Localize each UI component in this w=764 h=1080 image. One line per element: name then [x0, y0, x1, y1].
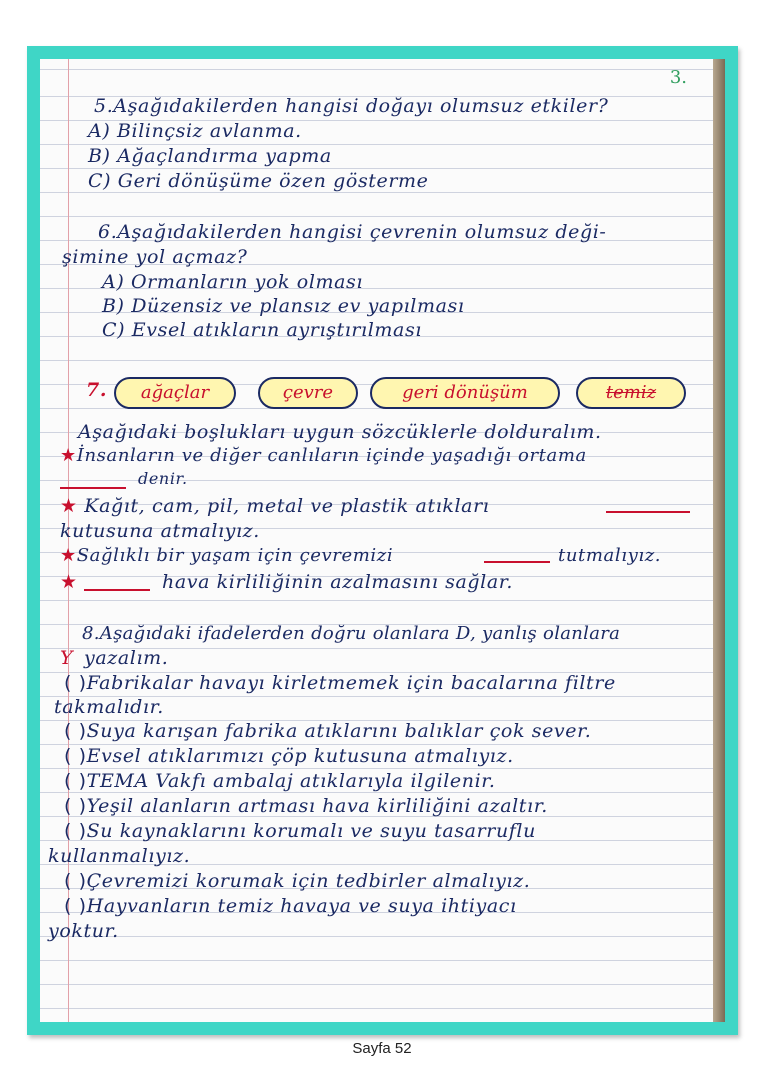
q6-option-c: C) Evsel atıkların ayrıştırılması	[102, 319, 422, 341]
q8-item-6-text: Su kaynaklarını korumalı ve suyu tasarruflu	[86, 820, 536, 842]
star-icon: ★	[60, 495, 78, 517]
word-box-label: geri dönüşüm	[402, 382, 528, 403]
q8-item-4	[64, 770, 496, 792]
answer-parentheses: ( )	[64, 672, 87, 694]
star-icon: ★	[60, 545, 77, 566]
word-box-label: çevre	[282, 382, 334, 403]
q8-item-8-text: Hayvanların temiz havaya ve suya ihtiyacı	[86, 895, 517, 917]
q8-item-3-text: Evsel atıklarımızı çöp kutusuna atmalıyız.	[86, 745, 514, 767]
q8-item-6	[64, 820, 536, 842]
q8-item-8	[64, 895, 517, 917]
notebook-page	[40, 59, 725, 1022]
q8-item-1	[64, 672, 616, 694]
star-icon: ★	[60, 571, 78, 593]
q8-title-y: Y	[60, 647, 74, 669]
q8-item-7-text: Çevremizi korumak için tedbirler almalıyız.	[86, 870, 531, 892]
q5-option-c: C) Geri dönüşüme özen gösterme	[88, 170, 429, 192]
word-box-geri-donusum	[370, 377, 560, 409]
q5-option-a: A) Bilinçsiz avlanma.	[88, 120, 302, 142]
answer-parentheses: ( )	[64, 720, 87, 742]
q7-line6: hava kirliliğinin azalmasını sağlar.	[162, 571, 514, 593]
q8-item-2	[64, 720, 591, 742]
page-footer: Sayfa 52	[352, 1040, 412, 1057]
q8-title-line2: yazalım.	[84, 647, 169, 669]
q7-line5	[60, 545, 393, 566]
q8-item-2-text: Suya karışan fabrika atıklarını balıklar çok sever.	[86, 720, 592, 742]
q8-item-3	[64, 745, 514, 767]
q7-line5b: tutmalıyız.	[558, 545, 662, 566]
q7-line1	[60, 445, 587, 466]
q8-item-5-text: Yeşil alanların artması hava kirliliğini azaltır.	[86, 795, 548, 817]
q7-line3-text: Kağıt, cam, pil, metal ve plastik atıkları	[84, 495, 490, 517]
q6-title-line1: 6.Aşağıdakilerden hangisi çevrenin olumsuz deği-	[98, 221, 607, 243]
q6-title-line2: şimine yol açmaz?	[62, 246, 248, 268]
word-box-label: ağaçlar	[140, 382, 210, 403]
q5-option-b: B) Ağaçlandırma yapma	[88, 145, 332, 167]
word-box-temiz	[576, 377, 686, 409]
answer-blank	[84, 589, 150, 591]
answer-parentheses: ( )	[64, 820, 87, 842]
q8-item-5	[64, 795, 548, 817]
q6-option-a: A) Ormanların yok olması	[102, 271, 364, 293]
word-box-agaclar	[114, 377, 236, 409]
q7-line3	[60, 495, 489, 517]
star-icon: ★	[60, 445, 77, 466]
q6-option-b: B) Düzensiz ve plansız ev yapılması	[102, 295, 465, 317]
q7-line4: kutusuna atmalıyız.	[60, 520, 260, 542]
answer-parentheses: ( )	[64, 795, 87, 817]
q5-title: 5.Aşağıdakilerden hangisi doğayı olumsuz etkiler?	[94, 95, 609, 117]
word-box-cevre	[258, 377, 358, 409]
answer-parentheses: ( )	[64, 895, 87, 917]
q8-item-1-text: Fabrikalar havayı kirletmemek için bacalarına filtre	[86, 672, 616, 694]
q7-line1-text: İnsanların ve diğer canlıların içinde yaşadığı ortama	[76, 445, 587, 466]
page-edge	[713, 59, 725, 1022]
q8-item-6-cont: kullanmalıyız.	[48, 845, 191, 867]
q7-instruction: Aşağıdaki boşlukları uygun sözcüklerle dolduralım.	[78, 421, 602, 443]
teal-frame	[27, 46, 738, 1035]
answer-parentheses: ( )	[64, 770, 87, 792]
q8-title-line1: 8.Aşağıdaki ifadelerden doğru olanlara D, yanlış olanlara	[82, 623, 621, 644]
q8-item-4-text: TEMA Vakfı ambalaj atıklarıyla ilgilenir.	[86, 770, 496, 792]
answer-blank	[60, 487, 126, 489]
q8-item-7	[64, 870, 530, 892]
answer-parentheses: ( )	[64, 870, 87, 892]
q7-line2: denir.	[138, 469, 188, 488]
q8-item-8-cont: yoktur.	[48, 920, 119, 942]
word-box-label: temiz	[605, 382, 657, 403]
q7-line6-star	[60, 571, 78, 593]
page-number: 3.	[669, 67, 687, 88]
answer-blank	[606, 511, 690, 513]
q7-number: 7.	[86, 379, 108, 401]
answer-parentheses: ( )	[64, 745, 87, 767]
answer-blank	[484, 561, 550, 563]
q7-line5a-text: Sağlıklı bir yaşam için çevremizi	[76, 545, 394, 566]
q8-item-1-cont: takmalıdır.	[54, 696, 164, 718]
